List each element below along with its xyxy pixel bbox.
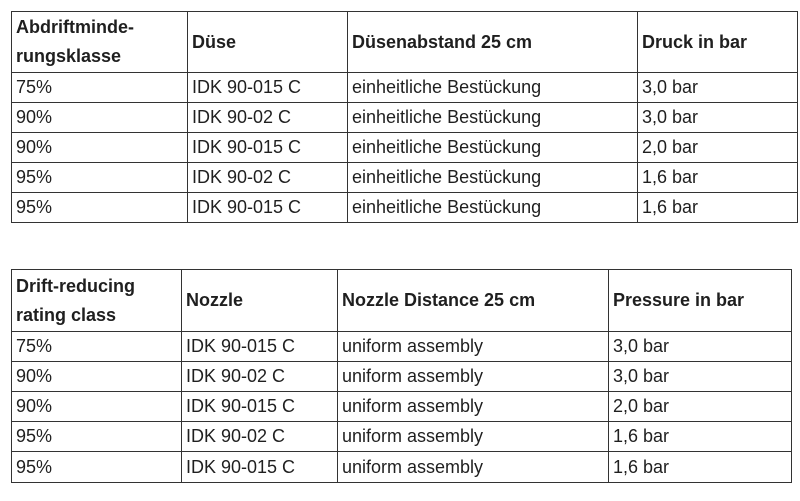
cell-nozzle-distance: einheitliche Bestückung bbox=[348, 163, 638, 193]
drift-table-german bbox=[11, 11, 798, 223]
cell-nozzle-distance: uniform assembly bbox=[338, 452, 609, 483]
table-row bbox=[12, 73, 798, 103]
header-pressure: Druck in bar bbox=[638, 12, 798, 73]
cell-drift-class: 75% bbox=[12, 332, 182, 362]
cell-nozzle: IDK 90-015 C bbox=[188, 133, 348, 163]
header-pressure: Pressure in bar bbox=[609, 270, 792, 332]
cell-nozzle-distance: einheitliche Bestückung bbox=[348, 193, 638, 223]
cell-drift-class: 95% bbox=[12, 193, 188, 223]
header-drift-class bbox=[12, 12, 188, 73]
header-drift-class bbox=[12, 270, 182, 332]
header-drift-class-line1: Abdriftminde- rungsklasse bbox=[16, 17, 134, 66]
cell-pressure: 3,0 bar bbox=[609, 362, 792, 392]
cell-nozzle: IDK 90-02 C bbox=[188, 103, 348, 133]
header-nozzle-distance: Nozzle Distance 25 cm bbox=[338, 270, 609, 332]
cell-nozzle-distance: einheitliche Bestückung bbox=[348, 133, 638, 163]
header-nozzle-distance: Düsenabstand 25 cm bbox=[348, 12, 638, 73]
cell-pressure: 3,0 bar bbox=[638, 73, 798, 103]
cell-nozzle-distance: einheitliche Bestückung bbox=[348, 73, 638, 103]
table-header-row bbox=[12, 270, 792, 332]
cell-drift-class: 95% bbox=[12, 422, 182, 452]
table-row bbox=[12, 193, 798, 223]
cell-pressure: 1,6 bar bbox=[638, 163, 798, 193]
cell-pressure: 2,0 bar bbox=[638, 133, 798, 163]
table-row bbox=[12, 392, 792, 422]
drift-table-english bbox=[11, 269, 792, 483]
cell-nozzle: IDK 90-02 C bbox=[188, 163, 348, 193]
cell-nozzle: IDK 90-02 C bbox=[182, 362, 338, 392]
table-row bbox=[12, 133, 798, 163]
cell-nozzle-distance: uniform assembly bbox=[338, 362, 609, 392]
cell-drift-class: 90% bbox=[12, 362, 182, 392]
cell-pressure: 2,0 bar bbox=[609, 392, 792, 422]
cell-nozzle: IDK 90-02 C bbox=[182, 422, 338, 452]
cell-drift-class: 90% bbox=[12, 392, 182, 422]
cell-drift-class: 75% bbox=[12, 73, 188, 103]
cell-nozzle-distance: uniform assembly bbox=[338, 422, 609, 452]
cell-nozzle: IDK 90-015 C bbox=[188, 193, 348, 223]
cell-pressure: 1,6 bar bbox=[638, 193, 798, 223]
cell-drift-class: 90% bbox=[12, 133, 188, 163]
table-row bbox=[12, 422, 792, 452]
cell-pressure: 1,6 bar bbox=[609, 452, 792, 483]
cell-nozzle: IDK 90-015 C bbox=[188, 73, 348, 103]
header-drift-class-line1: Drift-reducing rating class bbox=[16, 275, 135, 325]
cell-nozzle-distance: uniform assembly bbox=[338, 332, 609, 362]
cell-drift-class: 95% bbox=[12, 452, 182, 483]
cell-pressure: 3,0 bar bbox=[638, 103, 798, 133]
table-row bbox=[12, 452, 792, 483]
table-row bbox=[12, 163, 798, 193]
cell-pressure: 1,6 bar bbox=[609, 422, 792, 452]
cell-pressure: 3,0 bar bbox=[609, 332, 792, 362]
table-header-row bbox=[12, 12, 798, 73]
cell-nozzle: IDK 90-015 C bbox=[182, 452, 338, 483]
table-row bbox=[12, 332, 792, 362]
cell-drift-class: 90% bbox=[12, 103, 188, 133]
cell-nozzle: IDK 90-015 C bbox=[182, 332, 338, 362]
header-nozzle: Düse bbox=[188, 12, 348, 73]
table-row bbox=[12, 103, 798, 133]
cell-nozzle-distance: einheitliche Bestückung bbox=[348, 103, 638, 133]
cell-nozzle-distance: uniform assembly bbox=[338, 392, 609, 422]
table-row bbox=[12, 362, 792, 392]
header-nozzle: Nozzle bbox=[182, 270, 338, 332]
cell-nozzle: IDK 90-015 C bbox=[182, 392, 338, 422]
cell-drift-class: 95% bbox=[12, 163, 188, 193]
